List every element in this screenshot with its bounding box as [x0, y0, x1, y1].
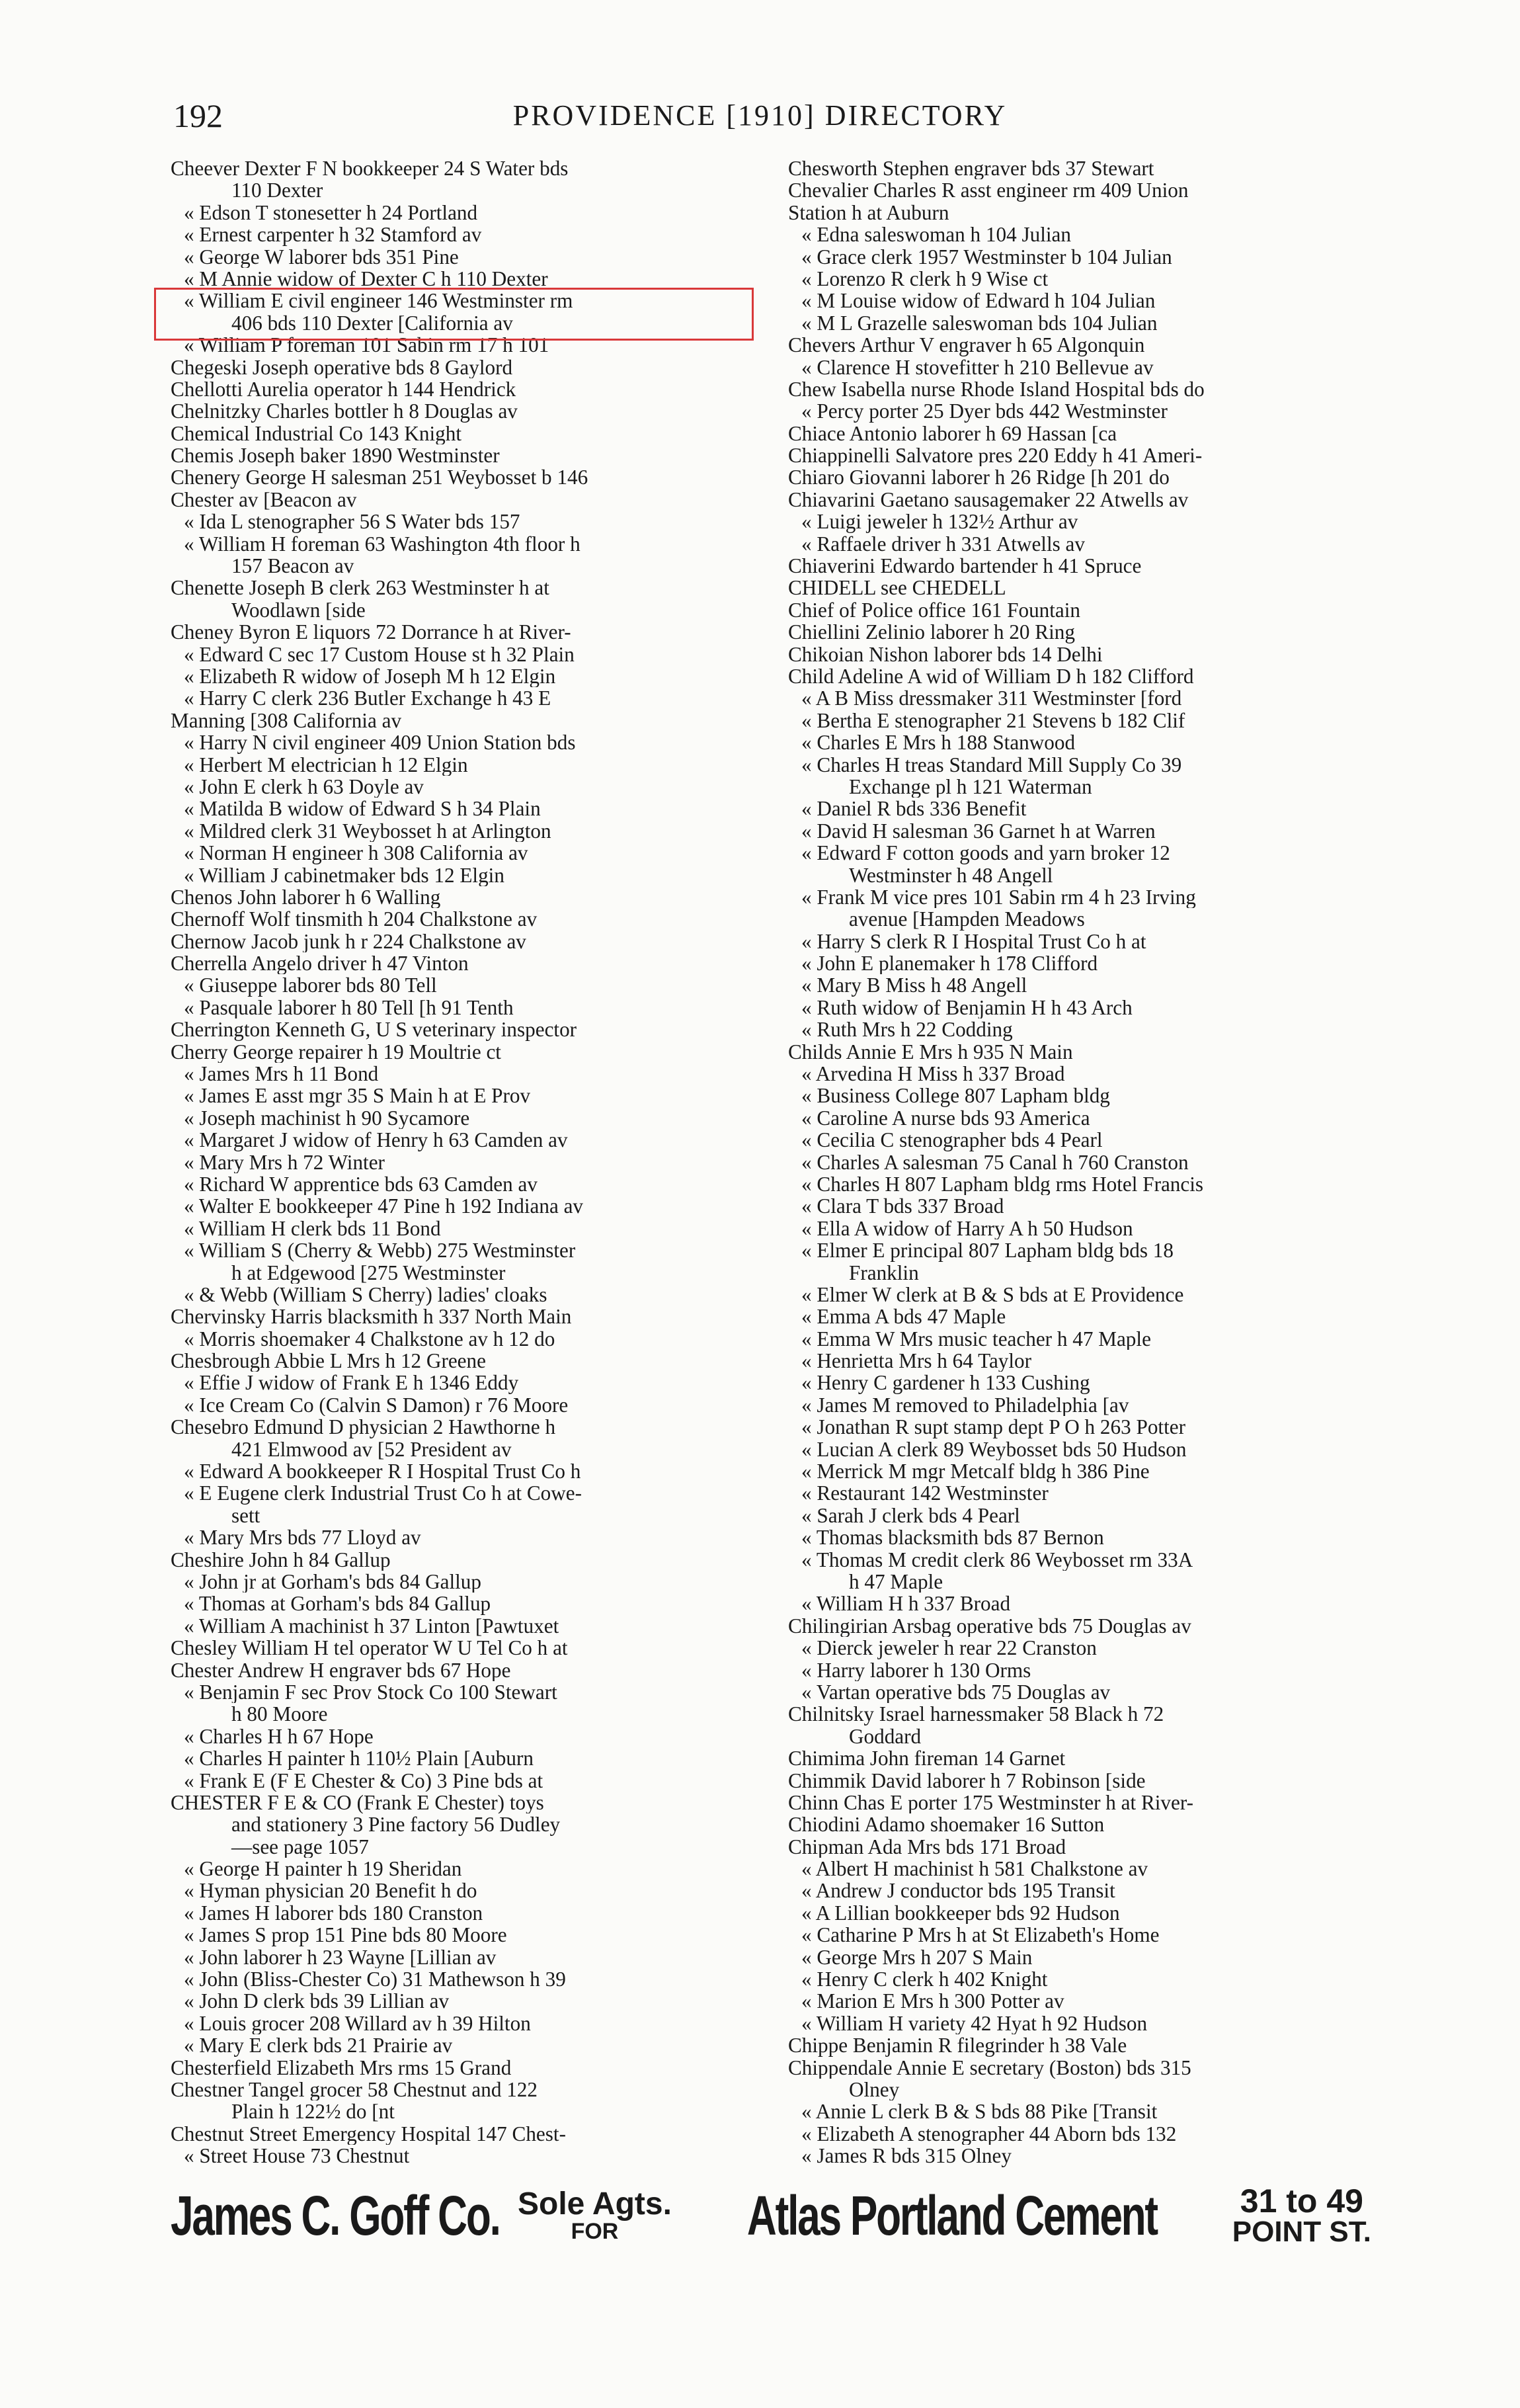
- directory-entry-line: « Charles H 807 Lapham bldg rms Hotel Francis: [801, 1173, 1204, 1196]
- footer-sole-agts-label: Sole Agts.: [518, 2186, 672, 2221]
- directory-entry-line: « Percy porter 25 Dyer bds 442 Westminster: [801, 400, 1168, 423]
- directory-entry-line: « John (Bliss-Chester Co) 31 Mathewson h 39: [184, 1968, 566, 1991]
- directory-entry-line: Chenery George H salesman 251 Weybosset b 146: [171, 466, 588, 489]
- directory-entry-line: « William S (Cherry & Webb) 275 Westminster: [184, 1239, 576, 1262]
- directory-entry-line: Cheshire John h 84 Gallup: [171, 1548, 391, 1571]
- footer-advertisement: [171, 2182, 1371, 2249]
- directory-entry-line: « Caroline A nurse bds 93 America: [801, 1106, 1090, 1130]
- directory-entry-line: Chipman Ada Mrs bds 171 Broad: [788, 1835, 1066, 1858]
- directory-entry-line: « James E asst mgr 35 S Main h at E Prov: [184, 1085, 531, 1107]
- directory-entry-line: « Harry laborer h 130 Orms: [801, 1659, 1031, 1681]
- directory-entry-line: h 80 Moore: [231, 1703, 328, 1725]
- directory-entry-line: Chippe Benjamin R filegrinder h 38 Vale: [788, 2034, 1127, 2057]
- directory-entry-line: —see page 1057: [231, 1835, 369, 1858]
- directory-entry-line: « Henry C clerk h 402 Knight: [801, 1968, 1048, 1991]
- directory-entry-line: Franklin: [849, 1261, 919, 1284]
- directory-entry-line: « Ice Cream Co (Calvin S Damon) r 76 Moore: [184, 1393, 569, 1417]
- directory-entry-line: « M Annie widow of Dexter C h 110 Dexter: [184, 267, 548, 290]
- directory-entry-line: « Elizabeth R widow of Joseph M h 12 Elgin: [184, 665, 556, 688]
- directory-entry-line: « E Eugene clerk Industrial Trust Co h at Cowe-: [184, 1482, 582, 1505]
- left-column: [171, 157, 754, 2167]
- directory-entry-line: « Edson T stonesetter h 24 Portland: [184, 201, 478, 224]
- directory-entry-line: Chenos John laborer h 6 Walling: [171, 886, 441, 909]
- directory-entry-line: « John jr at Gorham's bds 84 Gallup: [184, 1571, 481, 1593]
- directory-entry-line: Chervinsky Harris blacksmith h 337 North Main: [171, 1306, 572, 1328]
- directory-entry-line: Chiodini Adamo shoemaker 16 Sutton: [788, 1813, 1105, 1836]
- directory-entry-line: Chew Isabella nurse Rhode Island Hospital bds do: [788, 378, 1205, 401]
- directory-entry-line: Chesterfield Elizabeth Mrs rms 15 Grand: [171, 2056, 512, 2079]
- page-title: PROVIDENCE [1910] DIRECTORY: [512, 99, 1008, 132]
- footer-company: James C. Goff Co.: [171, 2184, 500, 2247]
- footer-sole-agents: [518, 2188, 672, 2243]
- directory-entry-line: Cheever Dexter F N bookkeeper 24 S Water bds: [171, 157, 569, 180]
- directory-entry-line: « Clarence H stovefitter h 210 Bellevue av: [801, 356, 1154, 378]
- directory-entry-line: avenue [Hampden Meadows: [849, 908, 1085, 931]
- directory-entry-line: « George W laborer bds 351 Pine: [184, 245, 459, 268]
- directory-entry-line: « William A machinist h 37 Linton [Pawtuxet: [184, 1614, 559, 1638]
- page-number: 192: [173, 97, 223, 134]
- directory-entry-line: Cheney Byron E liquors 72 Dorrance h at River-: [171, 621, 571, 644]
- directory-entry-line: « John E planemaker h 178 Clifford: [801, 952, 1098, 975]
- directory-entry-line: Cherrella Angelo driver h 47 Vinton: [171, 952, 469, 975]
- directory-entry-line: « Lorenzo R clerk h 9 Wise ct: [801, 267, 1049, 290]
- directory-entry-line: Chemical Industrial Co 143 Knight: [171, 422, 462, 445]
- footer-street: POINT ST.: [1232, 2216, 1371, 2248]
- directory-entry-line: Chesbrough Abbie L Mrs h 12 Greene: [171, 1350, 486, 1372]
- directory-entry-line: « Harry C clerk 236 Butler Exchange h 43 E: [184, 687, 551, 710]
- directory-entry-line: Westminster h 48 Angell: [849, 864, 1053, 886]
- directory-entry-line: Station h at Auburn: [788, 201, 949, 224]
- directory-entry-line: Chiavarini Gaetano sausagemaker 22 Atwells av: [788, 488, 1189, 511]
- directory-entry-line: « Elmer W clerk at B & S bds at E Providence: [801, 1283, 1184, 1306]
- directory-entry-line: « Lucian A clerk 89 Weybosset bds 50 Hudson: [801, 1438, 1187, 1461]
- directory-entry-line: « Pasquale laborer h 80 Tell [h 91 Tenth: [184, 996, 514, 1019]
- directory-entry-line: « Bertha E stenographer 21 Stevens b 182 Clif: [801, 709, 1185, 732]
- directory-entry-line: « Edward A bookkeeper R I Hospital Trust Co h: [184, 1460, 581, 1483]
- directory-entry-line: Chesworth Stephen engraver bds 37 Stewart: [788, 157, 1154, 180]
- directory-entry-line: « Herbert M electrician h 12 Elgin: [184, 753, 468, 776]
- directory-entry-line: « Henry C gardener h 133 Cushing: [801, 1372, 1090, 1394]
- directory-entry-line: Chiaro Giovanni laborer h 26 Ridge [h 201 do: [788, 466, 1170, 489]
- directory-entry-line: h at Edgewood [275 Westminster: [231, 1261, 506, 1284]
- directory-entry-line: « Edward F cotton goods and yarn broker 12: [801, 842, 1170, 864]
- directory-entry-line: Olney: [849, 2078, 900, 2101]
- directory-entry-line: « James H laborer bds 180 Cranston: [184, 1901, 483, 1925]
- directory-entry-line: Manning [308 California av: [171, 709, 402, 732]
- directory-entry-line: « Harry N civil engineer 409 Union Station bds: [184, 731, 576, 754]
- directory-entry-line: « Annie L clerk B & S bds 88 Pike [Transit: [801, 2100, 1158, 2123]
- directory-entry-line: « A Lillian bookkeeper bds 92 Hudson: [801, 1901, 1120, 1925]
- directory-entry-line: « & Webb (William S Cherry) ladies' cloaks: [184, 1283, 547, 1306]
- directory-entry-line: « Ella A widow of Harry A h 50 Hudson: [801, 1217, 1133, 1240]
- directory-entry-line: « M L Grazelle saleswoman bds 104 Julian: [801, 311, 1158, 335]
- directory-entry-line: « A B Miss dressmaker 311 Westminster [ford: [801, 687, 1182, 710]
- directory-entry-line: Exchange pl h 121 Waterman: [849, 775, 1092, 798]
- directory-entry-line: « Charles H h 67 Hope: [184, 1725, 374, 1748]
- directory-entry-line: « William P foreman 101 Sabin rm 17 h 101: [184, 334, 549, 356]
- directory-entry-line: « Catharine P Mrs h at St Elizabeth's Home: [801, 1924, 1160, 1946]
- directory-entry-line: « Margaret J widow of Henry h 63 Camden av: [184, 1129, 568, 1151]
- directory-entry-line: « Charles H treas Standard Mill Supply Co 39: [801, 753, 1182, 776]
- directory-entry-line: Chernoff Wolf tinsmith h 204 Chalkstone av: [171, 908, 538, 931]
- directory-entry-line: « William E civil engineer 146 Westminster rm: [184, 290, 573, 312]
- directory-entry-line: « Mary B Miss h 48 Angell: [801, 974, 1027, 997]
- directory-entry-line: « Walter E bookkeeper 47 Pine h 192 Indiana av: [184, 1195, 584, 1218]
- directory-entry-line: Chester av [Beacon av: [171, 488, 357, 511]
- directory-entry-line: « Charles H painter h 110½ Plain [Auburn: [184, 1747, 534, 1770]
- directory-entry-line: Chegeski Joseph operative bds 8 Gaylord: [171, 356, 513, 378]
- directory-entry-line: « Louis grocer 208 Willard av h 39 Hilton: [184, 2012, 531, 2035]
- directory-entry-line: Chevalier Charles R asst engineer rm 409 Union: [788, 179, 1189, 202]
- directory-entry-line: « Cecilia C stenographer bds 4 Pearl: [801, 1129, 1103, 1151]
- directory-entry-line: « Frank M vice pres 101 Sabin rm 4 h 23 Irving: [801, 886, 1196, 909]
- directory-entry-line: « Morris shoemaker 4 Chalkstone av h 12 do: [184, 1327, 555, 1350]
- directory-entry-line: « Dierck jeweler h rear 22 Cranston: [801, 1637, 1097, 1659]
- directory-entry-line: « James R bds 315 Olney: [801, 2145, 1012, 2167]
- footer-product: Atlas Portland Cement: [746, 2184, 1157, 2247]
- directory-entry-line: Chiaverini Edwardo bartender h 41 Spruce: [788, 555, 1142, 577]
- directory-entry-line: « George H painter h 19 Sheridan: [184, 1858, 462, 1880]
- directory-entry-line: « James S prop 151 Pine bds 80 Moore: [184, 1924, 507, 1946]
- directory-entry-line: « Restaurant 142 Westminster: [801, 1482, 1049, 1505]
- directory-entry-line: sett: [231, 1504, 260, 1527]
- directory-entry-line: « Richard W apprentice bds 63 Camden av: [184, 1173, 538, 1196]
- directory-entry-line: « John E clerk h 63 Doyle av: [184, 775, 424, 798]
- directory-entry-line: and stationery 3 Pine factory 56 Dudley: [231, 1813, 561, 1836]
- directory-entry-line: « Grace clerk 1957 Westminster b 104 Julian: [801, 245, 1172, 268]
- directory-entry-line: Chimmik David laborer h 7 Robinson [side: [788, 1769, 1146, 1792]
- directory-entry-line: « Norman H engineer h 308 California av: [184, 842, 528, 864]
- directory-entry-line: Chemis Joseph baker 1890 Westminster: [171, 444, 500, 467]
- directory-entry-line: « Edna saleswoman h 104 Julian: [801, 224, 1071, 246]
- directory-entry-line: « Joseph machinist h 90 Sycamore: [184, 1106, 470, 1130]
- directory-entry-line: « Elmer E principal 807 Lapham bldg bds 18: [801, 1239, 1174, 1262]
- directory-entry-line: Goddard: [849, 1725, 922, 1748]
- page-header: [0, 93, 1520, 145]
- directory-entry-line: « Harry S clerk R I Hospital Trust Co h at: [801, 930, 1146, 953]
- directory-entry-line: « Vartan operative bds 75 Douglas av: [801, 1681, 1111, 1704]
- directory-entry-line: Cherry George repairer h 19 Moultrie ct: [171, 1040, 501, 1063]
- directory-entry-line: « William H h 337 Broad: [801, 1593, 1011, 1615]
- directory-entry-line: « Arvedina H Miss h 337 Broad: [801, 1063, 1065, 1085]
- directory-entry-line: « Elizabeth A stenographer 44 Aborn bds 132: [801, 2122, 1177, 2145]
- directory-entry-line: Child Adeline A wid of William D h 182 Clifford: [788, 665, 1194, 688]
- directory-entry-line: Chimima John fireman 14 Garnet: [788, 1747, 1066, 1770]
- directory-entry-line: « David H salesman 36 Garnet h at Warren: [801, 819, 1156, 843]
- directory-entry-line: « Mary Mrs bds 77 Lloyd av: [184, 1526, 421, 1549]
- directory-entry-line: « Merrick M mgr Metcalf bldg h 386 Pine: [801, 1460, 1150, 1483]
- directory-entry-line: « Luigi jeweler h 132½ Arthur av: [801, 511, 1078, 533]
- directory-entry-line: « William H clerk bds 11 Bond: [184, 1217, 441, 1240]
- directory-entry-line: Chiace Antonio laborer h 69 Hassan [ca: [788, 422, 1117, 445]
- directory-entry-line: « M Louise widow of Edward h 104 Julian: [801, 290, 1156, 312]
- directory-entry-line: « Charles A salesman 75 Canal h 760 Cranston: [801, 1151, 1189, 1173]
- footer-for-label: FOR: [571, 2219, 619, 2244]
- directory-entry-line: Childs Annie E Mrs h 935 N Main: [788, 1040, 1073, 1063]
- directory-entry-line: « Giuseppe laborer bds 80 Tell: [184, 974, 437, 997]
- directory-entry-line: Cherrington Kenneth G, U S veterinary inspector: [171, 1018, 577, 1041]
- directory-entry-line: « Raffaele driver h 331 Atwells av: [801, 532, 1085, 556]
- directory-entry-line: « Ruth widow of Benjamin H h 43 Arch: [801, 996, 1133, 1019]
- directory-entry-line: Chenette Joseph B clerk 263 Westminster h at: [171, 577, 549, 599]
- directory-entry-line: « Thomas at Gorham's bds 84 Gallup: [184, 1593, 491, 1615]
- directory-entry-line: Chiellini Zelinio laborer h 20 Ring: [788, 621, 1075, 644]
- directory-entry-line: Chesebro Edmund D physician 2 Hawthorne h: [171, 1416, 556, 1438]
- directory-entry-line: « William H variety 42 Hyat h 92 Hudson: [801, 2012, 1148, 2035]
- directory-entry-line: « Ruth Mrs h 22 Codding: [801, 1018, 1013, 1041]
- directory-entry-line: Chiappinelli Salvatore pres 220 Eddy h 41 Ameri-: [788, 444, 1203, 467]
- directory-entry-line: « Albert H machinist h 581 Chalkstone av: [801, 1858, 1148, 1880]
- directory-entry-line: « Edward C sec 17 Custom House st h 32 Plain: [184, 643, 575, 665]
- directory-entry-line: « William J cabinetmaker bds 12 Elgin: [184, 864, 504, 886]
- directory-entry-line: « Thomas M credit clerk 86 Weybosset rm 33A: [801, 1548, 1193, 1571]
- directory-entry-line: « Ida L stenographer 56 S Water bds 157: [184, 511, 520, 533]
- directory-entry-line: « James Mrs h 11 Bond: [184, 1063, 379, 1085]
- directory-entry-line: Chikoian Nishon laborer bds 14 Delhi: [788, 643, 1103, 665]
- directory-entry-line: « Business College 807 Lapham bldg: [801, 1085, 1110, 1107]
- directory-entry-line: « Daniel R bds 336 Benefit: [801, 798, 1027, 820]
- directory-entry-line: Plain h 122½ do [nt: [231, 2100, 395, 2123]
- directory-entry-line: Woodlawn [side: [231, 599, 366, 622]
- directory-entry-line: 157 Beacon av: [231, 555, 354, 577]
- directory-entry-line: Chilingirian Arsbag operative bds 75 Douglas av: [788, 1614, 1191, 1638]
- directory-entry-line: CHESTER F E & CO (Frank E Chester) toys: [171, 1791, 544, 1814]
- directory-entry-line: « Mary Mrs h 72 Winter: [184, 1151, 385, 1173]
- directory-entry-line: « Matilda B widow of Edward S h 34 Plain: [184, 798, 541, 820]
- directory-entry-line: Chestner Tangel grocer 58 Chestnut and 122: [171, 2078, 538, 2101]
- directory-entry-line: « William H foreman 63 Washington 4th floor h: [184, 532, 580, 556]
- directory-entry-line: « Emma W Mrs music teacher h 47 Maple: [801, 1327, 1151, 1350]
- directory-entry-line: Chestnut Street Emergency Hospital 147 Chest-: [171, 2122, 566, 2145]
- directory-entry-line: Chesley William H tel operator W U Tel Co h at: [171, 1637, 568, 1659]
- directory-entry-line: « Marion E Mrs h 300 Potter av: [801, 1990, 1064, 2013]
- directory-entry-line: « Andrew J conductor bds 195 Transit: [801, 1880, 1115, 1902]
- directory-entry-line: « Mary E clerk bds 21 Prairie av: [184, 2034, 453, 2057]
- directory-entry-line: « Benjamin F sec Prov Stock Co 100 Stewart: [184, 1681, 557, 1704]
- highlight-box: [154, 288, 754, 341]
- directory-entry-line: « Street House 73 Chestnut: [184, 2145, 410, 2167]
- directory-entry-line: « Frank E (F E Chester & Co) 3 Pine bds at: [184, 1769, 543, 1792]
- directory-entry-line: « James M removed to Philadelphia [av: [801, 1393, 1129, 1417]
- directory-entry-line: « Emma A bds 47 Maple: [801, 1306, 1006, 1328]
- directory-entry-line: 406 bds 110 Dexter [California av: [231, 311, 513, 335]
- directory-entry-line: « John D clerk bds 39 Lillian av: [184, 1990, 450, 2013]
- directory-entry-line: 110 Dexter: [231, 179, 323, 202]
- right-column: [788, 157, 1370, 2167]
- directory-entry-line: 421 Elmwood av [52 President av: [231, 1438, 512, 1461]
- directory-entry-line: Chinn Chas E porter 175 Westminster h at River-: [788, 1791, 1194, 1814]
- directory-entry-line: Chester Andrew H engraver bds 67 Hope: [171, 1659, 511, 1681]
- directory-entry-line: Chevers Arthur V engraver h 65 Algonquin: [788, 334, 1145, 356]
- directory-entry-line: Chippendale Annie E secretary (Boston) bds 315: [788, 2056, 1191, 2079]
- directory-entry-line: « Charles E Mrs h 188 Stanwood: [801, 731, 1076, 754]
- directory-entry-line: « Thomas blacksmith bds 87 Bernon: [801, 1526, 1104, 1549]
- directory-entry-line: « Ernest carpenter h 32 Stamford av: [184, 224, 482, 246]
- footer-range: 31 to 49: [1240, 2182, 1363, 2220]
- directory-entry-line: « Clara T bds 337 Broad: [801, 1195, 1004, 1218]
- directory-entry-line: Chelnitzky Charles bottler h 8 Douglas av: [171, 400, 518, 423]
- directory-entry-line: « Sarah J clerk bds 4 Pearl: [801, 1504, 1020, 1527]
- directory-entry-line: « Effie J widow of Frank E h 1346 Eddy: [184, 1372, 519, 1394]
- directory-entry-line: « George Mrs h 207 S Main: [801, 1946, 1033, 1969]
- directory-entry-line: Chilnitsky Israel harnessmaker 58 Black h 72: [788, 1703, 1164, 1725]
- directory-entry-line: Chernow Jacob junk h r 224 Chalkstone av: [171, 930, 526, 953]
- footer-address: [1232, 2184, 1371, 2247]
- directory-entry-line: « Mildred clerk 31 Weybosset h at Arlington: [184, 819, 551, 843]
- directory-entry-line: Chief of Police office 161 Fountain: [788, 599, 1081, 622]
- directory-entry-line: « Henrietta Mrs h 64 Taylor: [801, 1350, 1032, 1372]
- directory-entry-line: CHIDELL see CHEDELL: [788, 577, 1006, 599]
- directory-entry-line: Chellotti Aurelia operator h 144 Hendrick: [171, 378, 516, 401]
- directory-entry-line: « Jonathan R supt stamp dept P O h 263 Potter: [801, 1416, 1185, 1438]
- directory-entry-line: « John laborer h 23 Wayne [Lillian av: [184, 1946, 497, 1969]
- directory-entry-line: « Hyman physician 20 Benefit h do: [184, 1880, 477, 1902]
- directory-entry-line: h 47 Maple: [849, 1571, 943, 1593]
